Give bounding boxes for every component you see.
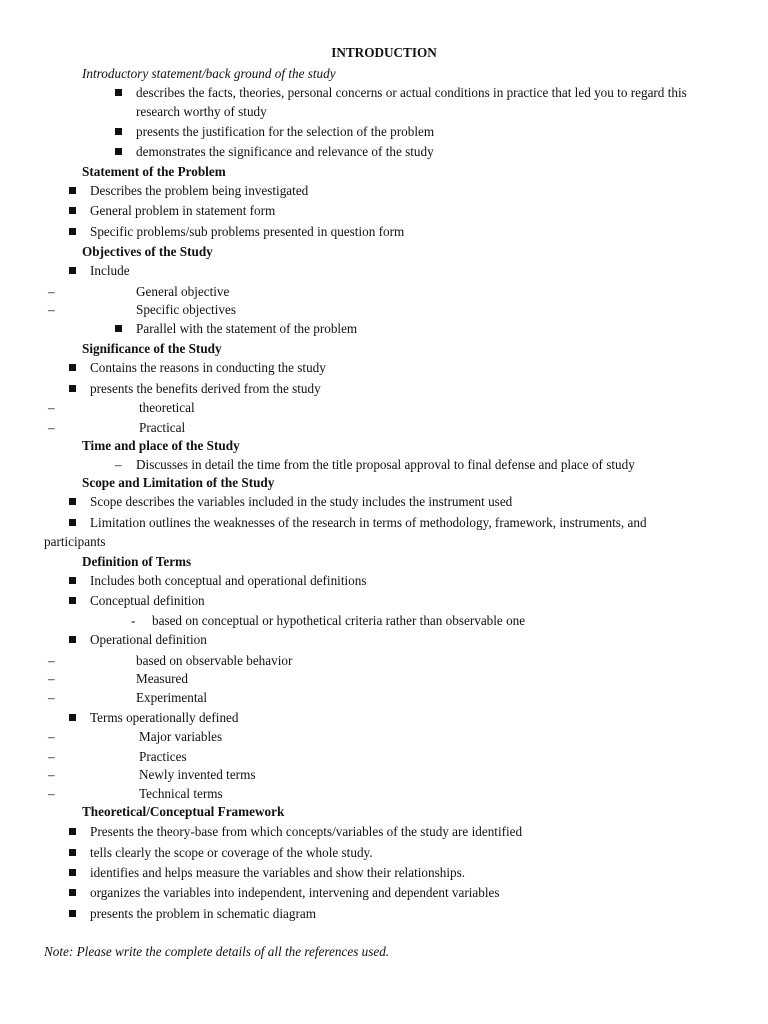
bullet-square-icon <box>69 714 76 721</box>
intro-bullet-2: presents the justification for the selection of the problem <box>136 124 435 139</box>
objectives-bullet-1: Include <box>90 263 130 278</box>
bullet-square-icon <box>69 498 76 505</box>
bullet-square-icon <box>69 364 76 371</box>
framework-bullet-3: identifies and helps measure the variables and show their relationships. <box>90 865 466 880</box>
bullet-square-icon <box>69 636 76 643</box>
significance-dash-2: Practical <box>139 420 186 435</box>
definition-bullet-2: Conceptual definition <box>90 593 205 608</box>
objectives-dash-2: Specific objectives <box>136 302 236 317</box>
dash-mark: – <box>115 457 122 472</box>
dash-mark: – <box>48 786 55 801</box>
objectives-bullet-2: Parallel with the statement of the problem <box>136 321 358 336</box>
bullet-square-icon <box>69 577 76 584</box>
scope-bullet-2-cont: participants <box>44 534 106 549</box>
framework-heading: Theoretical/Conceptual Framework <box>82 804 285 819</box>
bullet-square-icon <box>69 597 76 604</box>
bullet-square-icon <box>69 869 76 876</box>
bullet-square-icon <box>69 228 76 235</box>
definition-bullet-3: Operational definition <box>90 632 207 647</box>
definition-bullet-1: Includes both conceptual and operational definitions <box>90 573 367 588</box>
bullet-square-icon <box>115 89 122 96</box>
definition-dash-5: Practices <box>139 749 187 764</box>
bullet-square-icon <box>69 385 76 392</box>
definition-bullet-4: Terms operationally defined <box>90 710 239 725</box>
significance-heading: Significance of the Study <box>82 341 222 356</box>
definition-dash-4: Major variables <box>139 729 223 744</box>
bullet-square-icon <box>69 187 76 194</box>
scope-bullet-2: Limitation outlines the weaknesses of the research in terms of methodology, framework, instruments, and <box>90 515 647 530</box>
definition-dash-7: Technical terms <box>139 786 223 801</box>
bullet-square-icon <box>69 267 76 274</box>
scope-heading: Scope and Limitation of the Study <box>82 475 275 490</box>
hyphen-mark: - <box>131 613 136 628</box>
intro-heading: Introductory statement/back ground of the study <box>82 66 336 81</box>
framework-bullet-2: tells clearly the scope or coverage of the whole study. <box>90 845 373 860</box>
dash-mark: – <box>48 690 55 705</box>
framework-bullet-4: organizes the variables into independent, intervening and dependent variables <box>90 885 500 900</box>
bullet-square-icon <box>69 828 76 835</box>
problem-bullet-2: General problem in statement form <box>90 203 276 218</box>
significance-dash-1: theoretical <box>139 400 195 415</box>
footer-note: Note: Please write the complete details of all the references used. <box>44 944 390 959</box>
time-dash-1: Discusses in detail the time from the title proposal approval to final defense and place of study <box>136 457 635 472</box>
time-heading: Time and place of the Study <box>82 438 240 453</box>
dash-mark: – <box>48 284 55 299</box>
definition-heading: Definition of Terms <box>82 554 192 569</box>
bullet-square-icon <box>69 849 76 856</box>
dash-mark: – <box>48 729 55 744</box>
problem-heading: Statement of the Problem <box>82 164 226 179</box>
intro-bullet-3: demonstrates the significance and relevance of the study <box>136 144 434 159</box>
dash-mark: – <box>48 653 55 668</box>
definition-dash-1: based on observable behavior <box>136 653 293 668</box>
definition-dash-2: Measured <box>136 671 188 686</box>
bullet-square-icon <box>69 889 76 896</box>
dash-mark: – <box>48 749 55 764</box>
bullet-square-icon <box>69 519 76 526</box>
bullet-square-icon <box>115 148 122 155</box>
bullet-square-icon <box>115 128 122 135</box>
problem-bullet-3: Specific problems/sub problems presented in question form <box>90 224 405 239</box>
significance-bullet-2: presents the benefits derived from the study <box>90 381 321 396</box>
significance-bullet-1: Contains the reasons in conducting the study <box>90 360 326 375</box>
objectives-dash-1: General objective <box>136 284 230 299</box>
dash-mark: – <box>48 400 55 415</box>
dash-mark: – <box>48 420 55 435</box>
intro-bullet-1: describes the facts, theories, personal concerns or actual conditions in practice that led you to regard this <box>136 85 687 100</box>
bullet-square-icon <box>69 910 76 917</box>
objectives-heading: Objectives of the Study <box>82 244 213 259</box>
dash-mark: – <box>48 767 55 782</box>
bullet-square-icon <box>69 207 76 214</box>
intro-bullet-1-cont: research worthy of study <box>136 104 267 119</box>
definition-dash-3: Experimental <box>136 690 208 705</box>
definition-dash-6: Newly invented terms <box>139 767 256 782</box>
dash-mark: – <box>48 671 55 686</box>
bullet-square-icon <box>115 325 122 332</box>
framework-bullet-5: presents the problem in schematic diagram <box>90 906 316 921</box>
problem-bullet-1: Describes the problem being investigated <box>90 183 309 198</box>
page-title: INTRODUCTION <box>331 45 437 60</box>
dash-mark: – <box>48 302 55 317</box>
definition-sub-1: based on conceptual or hypothetical criteria rather than observable one <box>152 613 526 628</box>
scope-bullet-1: Scope describes the variables included in the study includes the instrument used <box>90 494 513 509</box>
framework-bullet-1: Presents the theory-base from which concepts/variables of the study are identified <box>90 824 523 839</box>
